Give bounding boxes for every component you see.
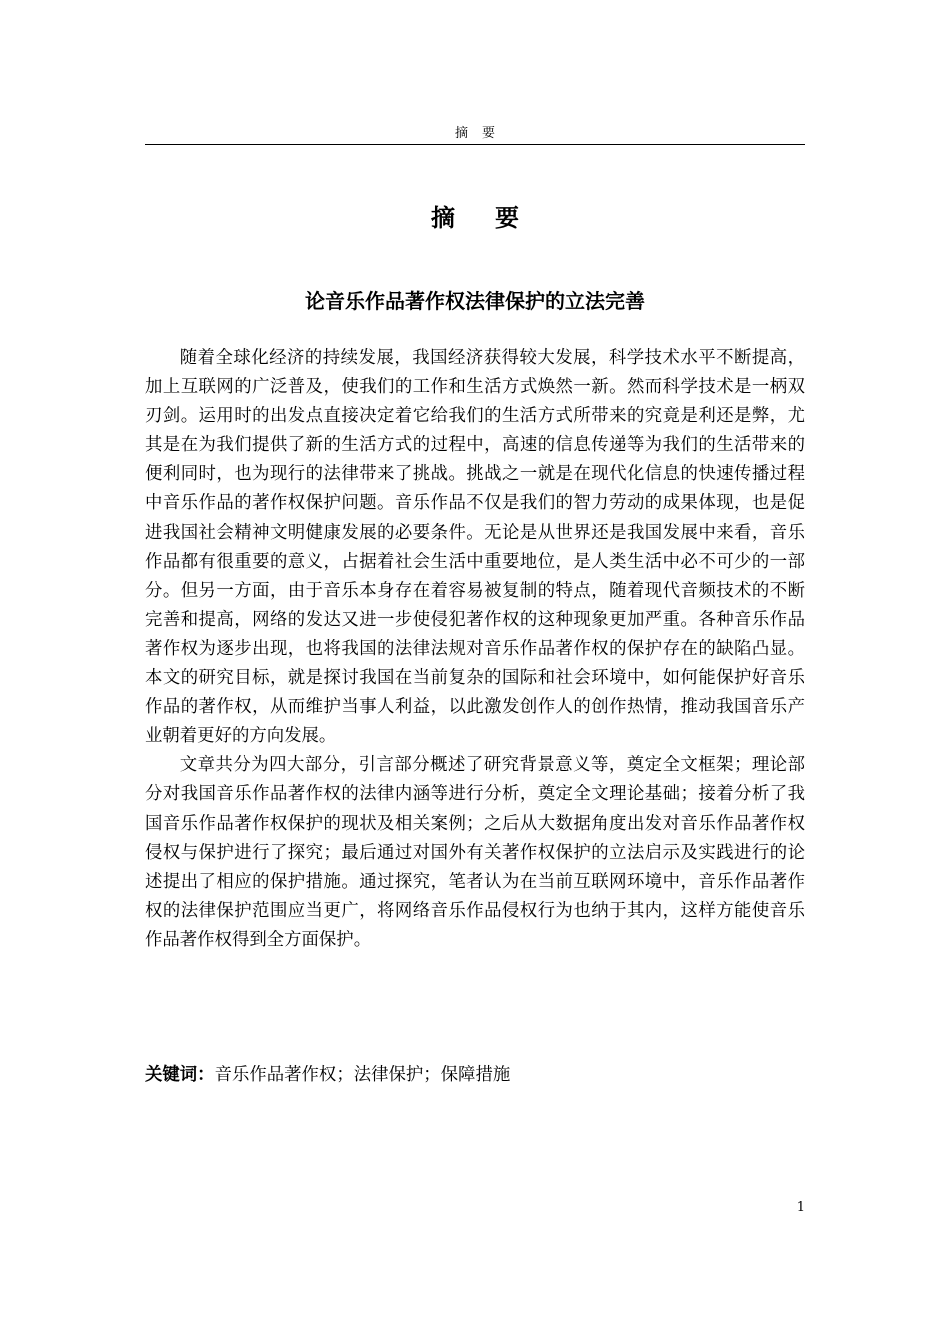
running-header-title: 摘要 (454, 126, 509, 141)
abstract-body (145, 344, 805, 955)
paper-title: 论音乐作品著作权法律保护的立法完善 (305, 289, 645, 313)
abstract-paragraph-1: 随着全球化经济的持续发展，我国经济获得较大发展，科学技术水平不断提高，加上互联网的广泛普及，使我们的工作和生活方式焕然一新。然而科学技术是一柄双刃剑。运用时的出发点直接决定着它给我们的生活方式所带来的究竟是利还是弊，尤其是在为我们提供了新的生活方式的过程中，高速的信息传递等为我们的生活带来的便利同时，也为现行的法律带来了挑战。挑战之一就是在现代化信息的快速传播过程中音乐作品的著作权保护问题。音乐作品不仅是我们的智力劳动的成果体现，也是促进我国社会精神文明健康发展的必要条件。无论是从世界还是我国发展中来看，音乐作品都有很重要的意义，占据着社会生活中重要地位，是人类生活中必不可少的一部分。但另一方面，由于音乐本身存在着容易被复制的特点，随着现代音频技术的不断完善和提高，网络的发达又进一步使侵犯著作权的这种现象更加严重。各种音乐作品著作权为逐步出现，也将我国的法律法规对音乐作品著作权的保护存在的缺陷凸显。本文的研究目标，就是探讨我国在当前复杂的国际和社会环境中，如何能保护好音乐作品的著作权，从而维护当事人利益，以此激发创作人的创作热情，推动我国音乐产业朝着更好的方向发展。 (145, 348, 805, 747)
abstract-paragraph-2: 文章共分为四大部分，引言部分概述了研究背景意义等，奠定全文框架；理论部分对我国音乐作品著作权的法律内涵等进行分析，奠定全文理论基础；接着分析了我国音乐作品著作权保护的现状及相关案例；之后从大数据角度出发对音乐作品著作权侵权与保护进行了探究；最后通过对国外有关著作权保护的立法启示及实践进行的论述提出了相应的保护措施。通过探究，笔者认为在当前互联网环境中，音乐作品著作权的法律保护范围应当更广，将网络音乐作品侵权行为也纳于其内，这样方能使音乐作品著作权得到全方面保护。 (145, 755, 805, 950)
header-rule (145, 144, 805, 145)
keywords-label: 关键词： (145, 1065, 215, 1085)
page-title: 摘要 (431, 204, 559, 232)
keywords-line (145, 1061, 805, 1090)
keywords-value: 音乐作品著作权；法律保护；保障措施 (214, 1065, 511, 1085)
page-number: 1 (796, 1200, 805, 1215)
